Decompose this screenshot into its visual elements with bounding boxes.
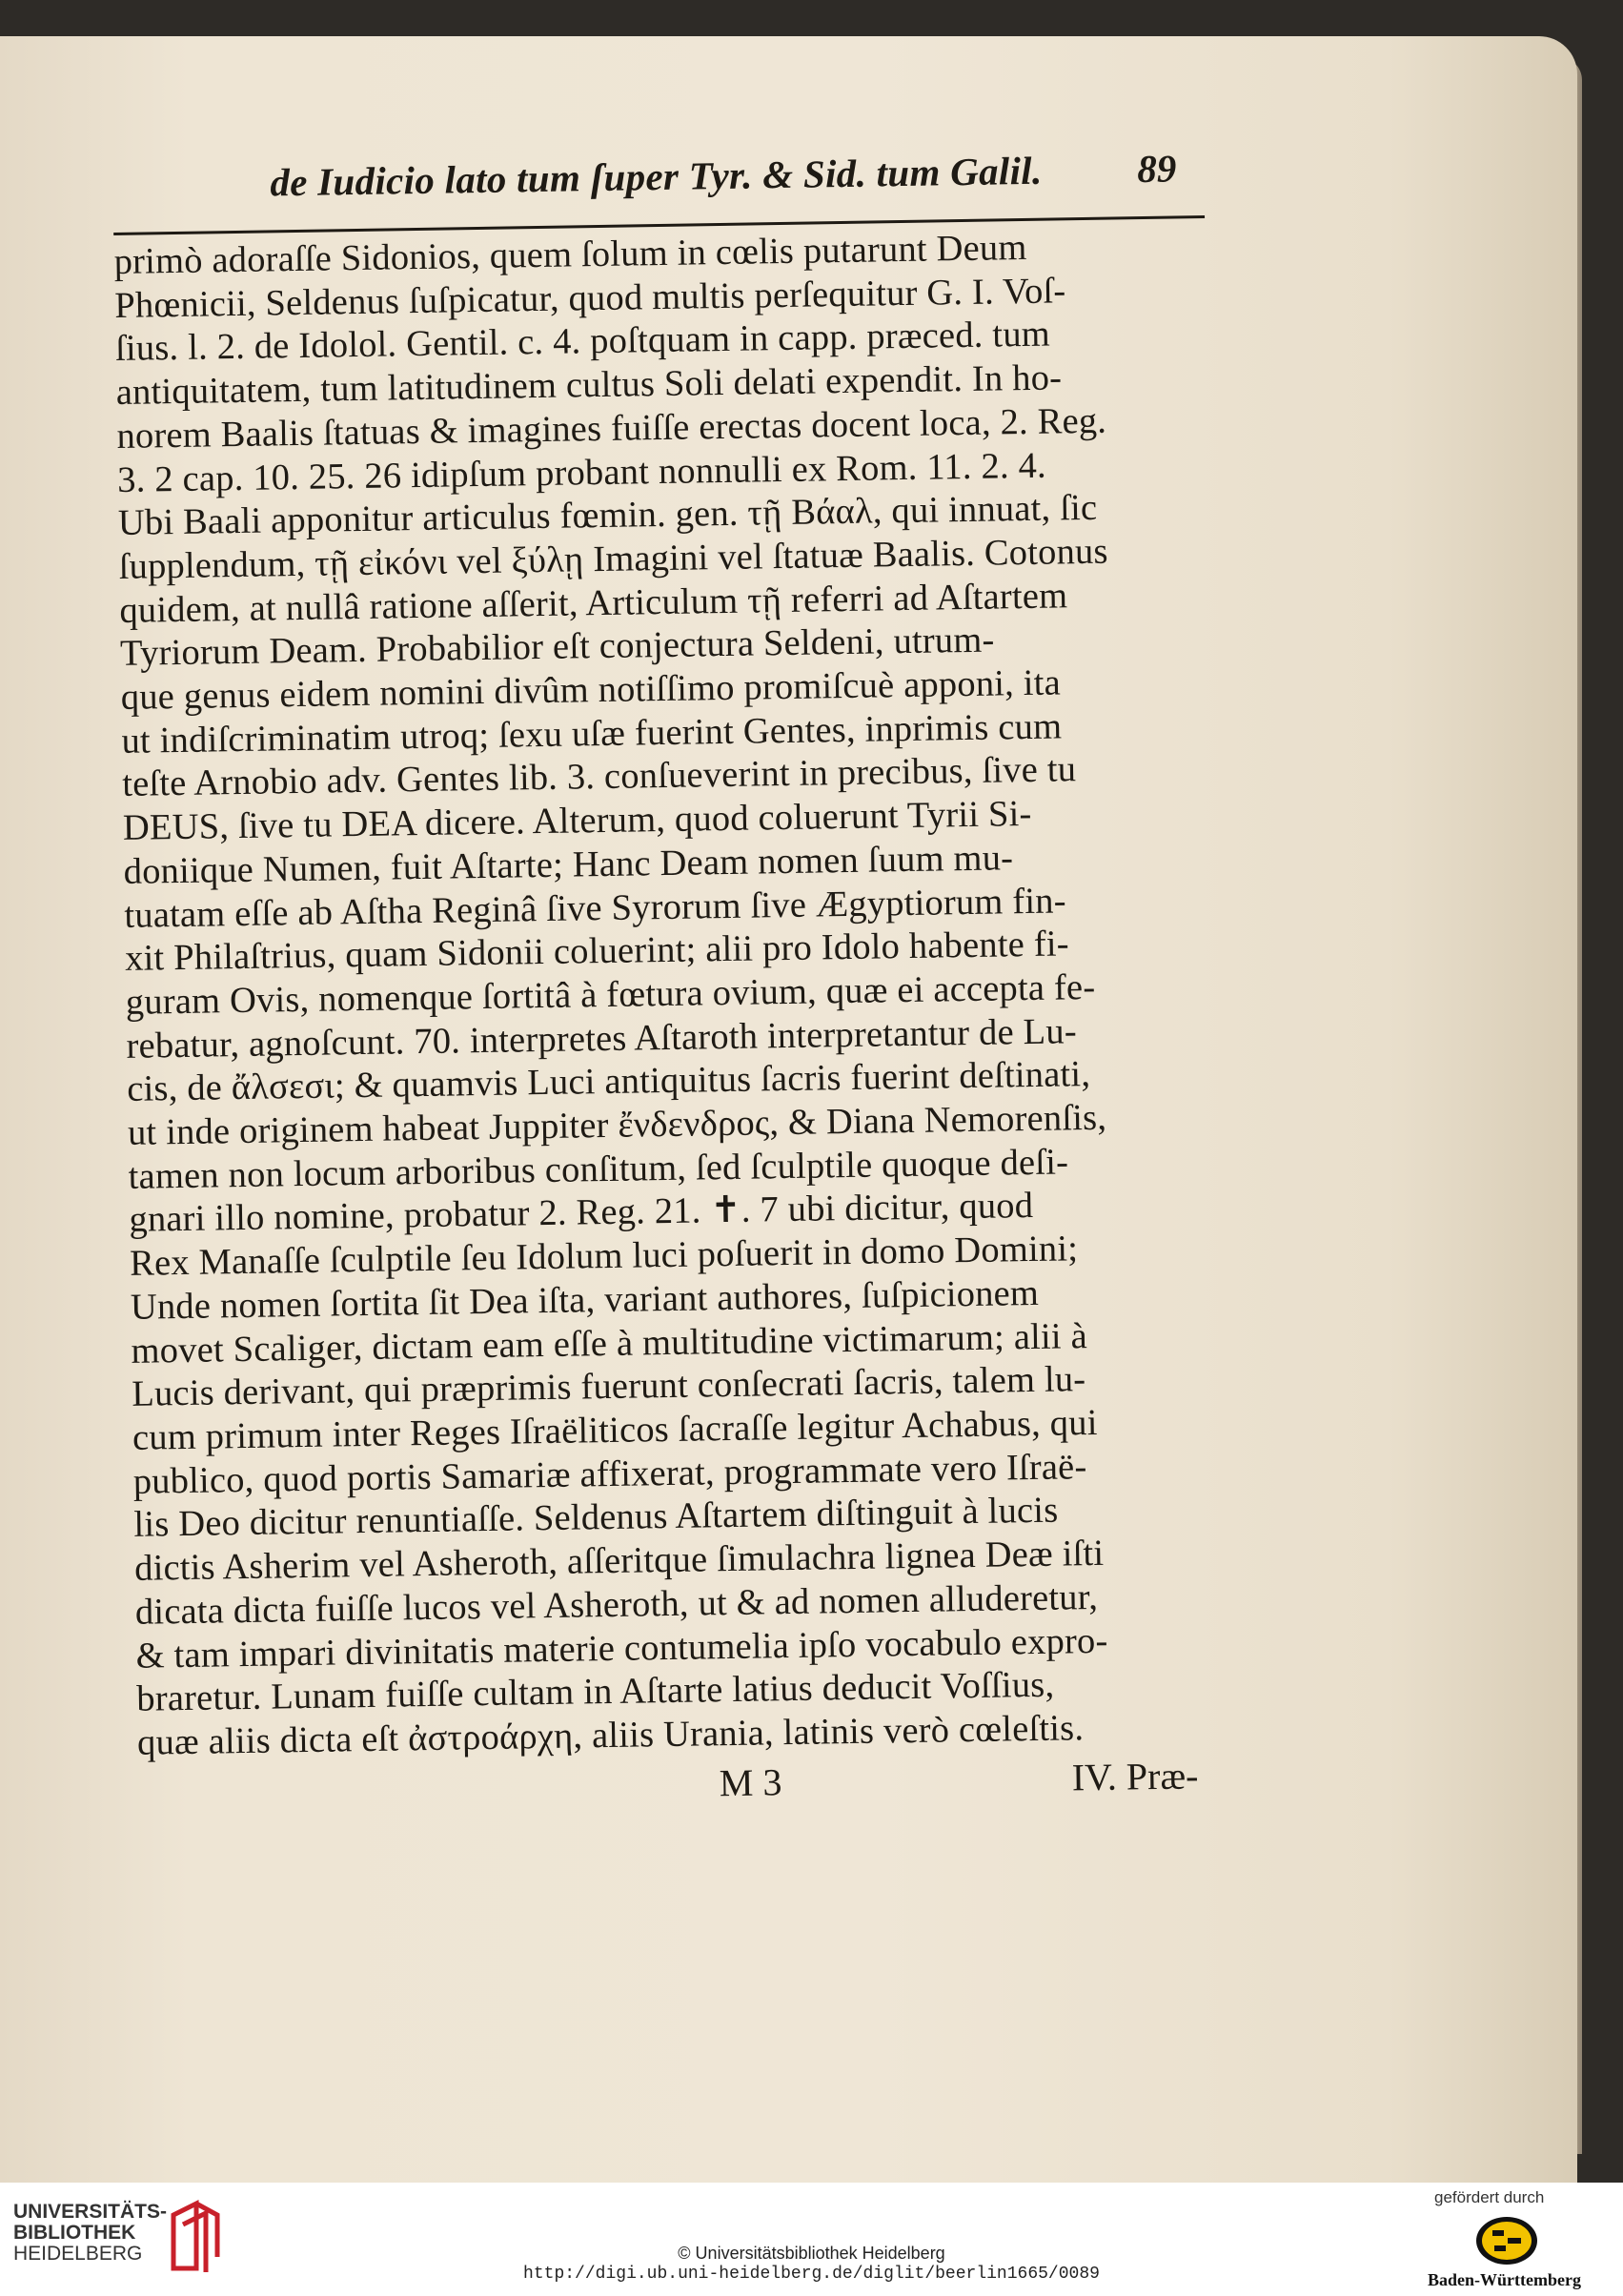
running-title: de Iudicio lato tum ſuper Tyr. & Sid. tum Galil. — [269, 148, 1043, 205]
library-name-line3: HEIDELBERG — [13, 2243, 143, 2265]
text-line: que genus eidem nomini divûm notiſſimo promiſcuè apponi, ita — [120, 662, 1062, 718]
page-content — [112, 145, 1234, 1817]
text-line: cum primum inter Reges Iſraëliticos ſacraſſe legitur Achabus, qui — [132, 1402, 1098, 1458]
funder-name: Baden-Württemberg — [1428, 2270, 1581, 2289]
text-line: xit Philaſtrius, quam Sidonii coluerint; alii pro Idolo habente fi- — [124, 924, 1070, 980]
text-line: ut indiſcriminatim utroq; ſexu uſæ fuerint Gentes, inprimis cum — [121, 706, 1063, 762]
state-coat-of-arms-icon — [1475, 2215, 1538, 2266]
credit-bar — [0, 2183, 1623, 2296]
text-line: cis, de ἄλσεσι; & quamvis Luci antiquitus ſacris fuerint deſtinati, — [126, 1054, 1091, 1110]
text-line: dicata dicta fuiſſe lucos vel Asheroth, ut & ad nomen alluderetur, — [134, 1576, 1099, 1633]
text-line: ut inde originem habeat Juppiter ἔνδενδρος, & Diana Nemorenſis, — [127, 1097, 1107, 1153]
text-line: Unde nomen ſortita ſit Dea iſta, variant authores, ſuſpicionem — [130, 1272, 1040, 1328]
text-line: tuatam eſſe ab Aſtha Reginâ ſive Syrorum ſive Ægyptiorum fin- — [124, 880, 1067, 936]
text-line: Lucis derivant, qui præprimis fuerunt conſecrati ſacris, talem lu- — [131, 1359, 1086, 1415]
text-line: antiquitatem, tum latitudinem cultus Soli delati expendit. In ho- — [115, 357, 1063, 414]
funded-by-label: gefördert durch — [1434, 2188, 1545, 2206]
catchword: IV. Præ- — [1071, 1753, 1199, 1799]
text-line: DEUS, ſive tu DEA dicere. Alterum, quod coluerunt Tyrii Si- — [122, 794, 1032, 849]
signature-mark: M 3 — [719, 1759, 782, 1804]
copyright-notice: © Universitätsbibliothek Heidelberg — [678, 2244, 945, 2263]
text-line: Rex Manaſſe ſculptile ſeu Idolum luci poſuerit in domo Domini; — [129, 1229, 1079, 1285]
page-number: 89 — [1136, 146, 1177, 192]
body-text — [113, 224, 1233, 1765]
library-name-line1: UNIVERSITÄTS- — [13, 2201, 168, 2223]
text-line: tamen non locum arboribus conſitum, ſed ſculptile quoque deſi- — [128, 1142, 1069, 1197]
text-line: Ubi Baali apponitur articulus fœmin. gen. τῇ Βάαλ, qui innuat, ſic — [117, 488, 1098, 544]
text-line: gnari illo nomine, probatur 2. Reg. 21. ✝. 7 ubi dicitur, quod — [129, 1186, 1034, 1241]
text-line: ſius. l. 2. de Idolol. Gentil. c. 4. poſtquam in capp. præced. tum — [114, 314, 1051, 370]
text-line: lis Deo dicitur renuntiaſſe. Seldenus Aſtartem diſtinguit à lucis — [133, 1490, 1059, 1546]
text-line: doniique Numen, fuit Aſtarte; Hanc Deam nomen ſuum mu- — [123, 838, 1014, 892]
text-line: Phœnicii, Seldenus ſuſpicatur, quod multis perſequitur G. I. Voſ- — [114, 271, 1066, 326]
text-line: movet Scaliger, dictam eam eſſe à multitudine victimarum; alii à — [131, 1315, 1088, 1372]
text-line: guram Ovis, nomenque ſortitâ à fœtura ovium, quæ ei accepta fe- — [125, 966, 1096, 1023]
text-line: quæ aliis dicta eſt ἀστροάρχη, aliis Urania, latinis verò cœleſtis. — [136, 1708, 1085, 1763]
text-line: norem Baalis ſtatuas & imagines fuiſſe erectas docent loca, 2. Reg. — [116, 400, 1107, 457]
text-line: Tyriorum Deam. Probabilior eſt conjectura Seldeni, utrum- — [119, 620, 995, 675]
text-line: ſupplendum, τῇ εἰκόνι vel ξύλῃ Imagini vel ſtatuæ Baalis. Cotonus — [118, 531, 1108, 587]
text-line: quidem, at nullâ ratione aſſerit, Articulum τῇ referri ad Aſtartem — [119, 575, 1068, 631]
text-line: & tam impari divinitatis materie contumelia ipſo vocabulo expro- — [135, 1620, 1108, 1676]
text-line: rebatur, agnoſcunt. 70. interpretes Aſtaroth interpretantur de Lu- — [126, 1010, 1078, 1067]
text-line: 3. 2 cap. 10. 25. 26 idipſum probant nonnulli ex Rom. 11. 2. 4. — [116, 445, 1047, 500]
permalink[interactable]: http://digi.ub.uni-heidelberg.de/diglit/beerlin1665/0089 — [523, 2265, 1100, 2284]
text-line: teſte Arnobio adv. Gentes lib. 3. conſueverint in precibus, ſive tu — [121, 749, 1077, 805]
text-line: publico, quod portis Samariæ affixerat, programmate vero Iſraë- — [132, 1446, 1087, 1502]
text-line: primò adoraſſe Sidonios, quem ſolum in cœlis putarunt Deum — [113, 227, 1027, 282]
library-name-line2: BIBLIOTHEK — [13, 2222, 136, 2244]
text-line: dictis Asherim vel Asheroth, aſſeritque ſimulachra lignea Deæ iſti — [133, 1533, 1105, 1589]
text-line: braretur. Lunam fuiſſe cultam in Aſtarte latius deducit Voſſius, — [136, 1664, 1055, 1720]
